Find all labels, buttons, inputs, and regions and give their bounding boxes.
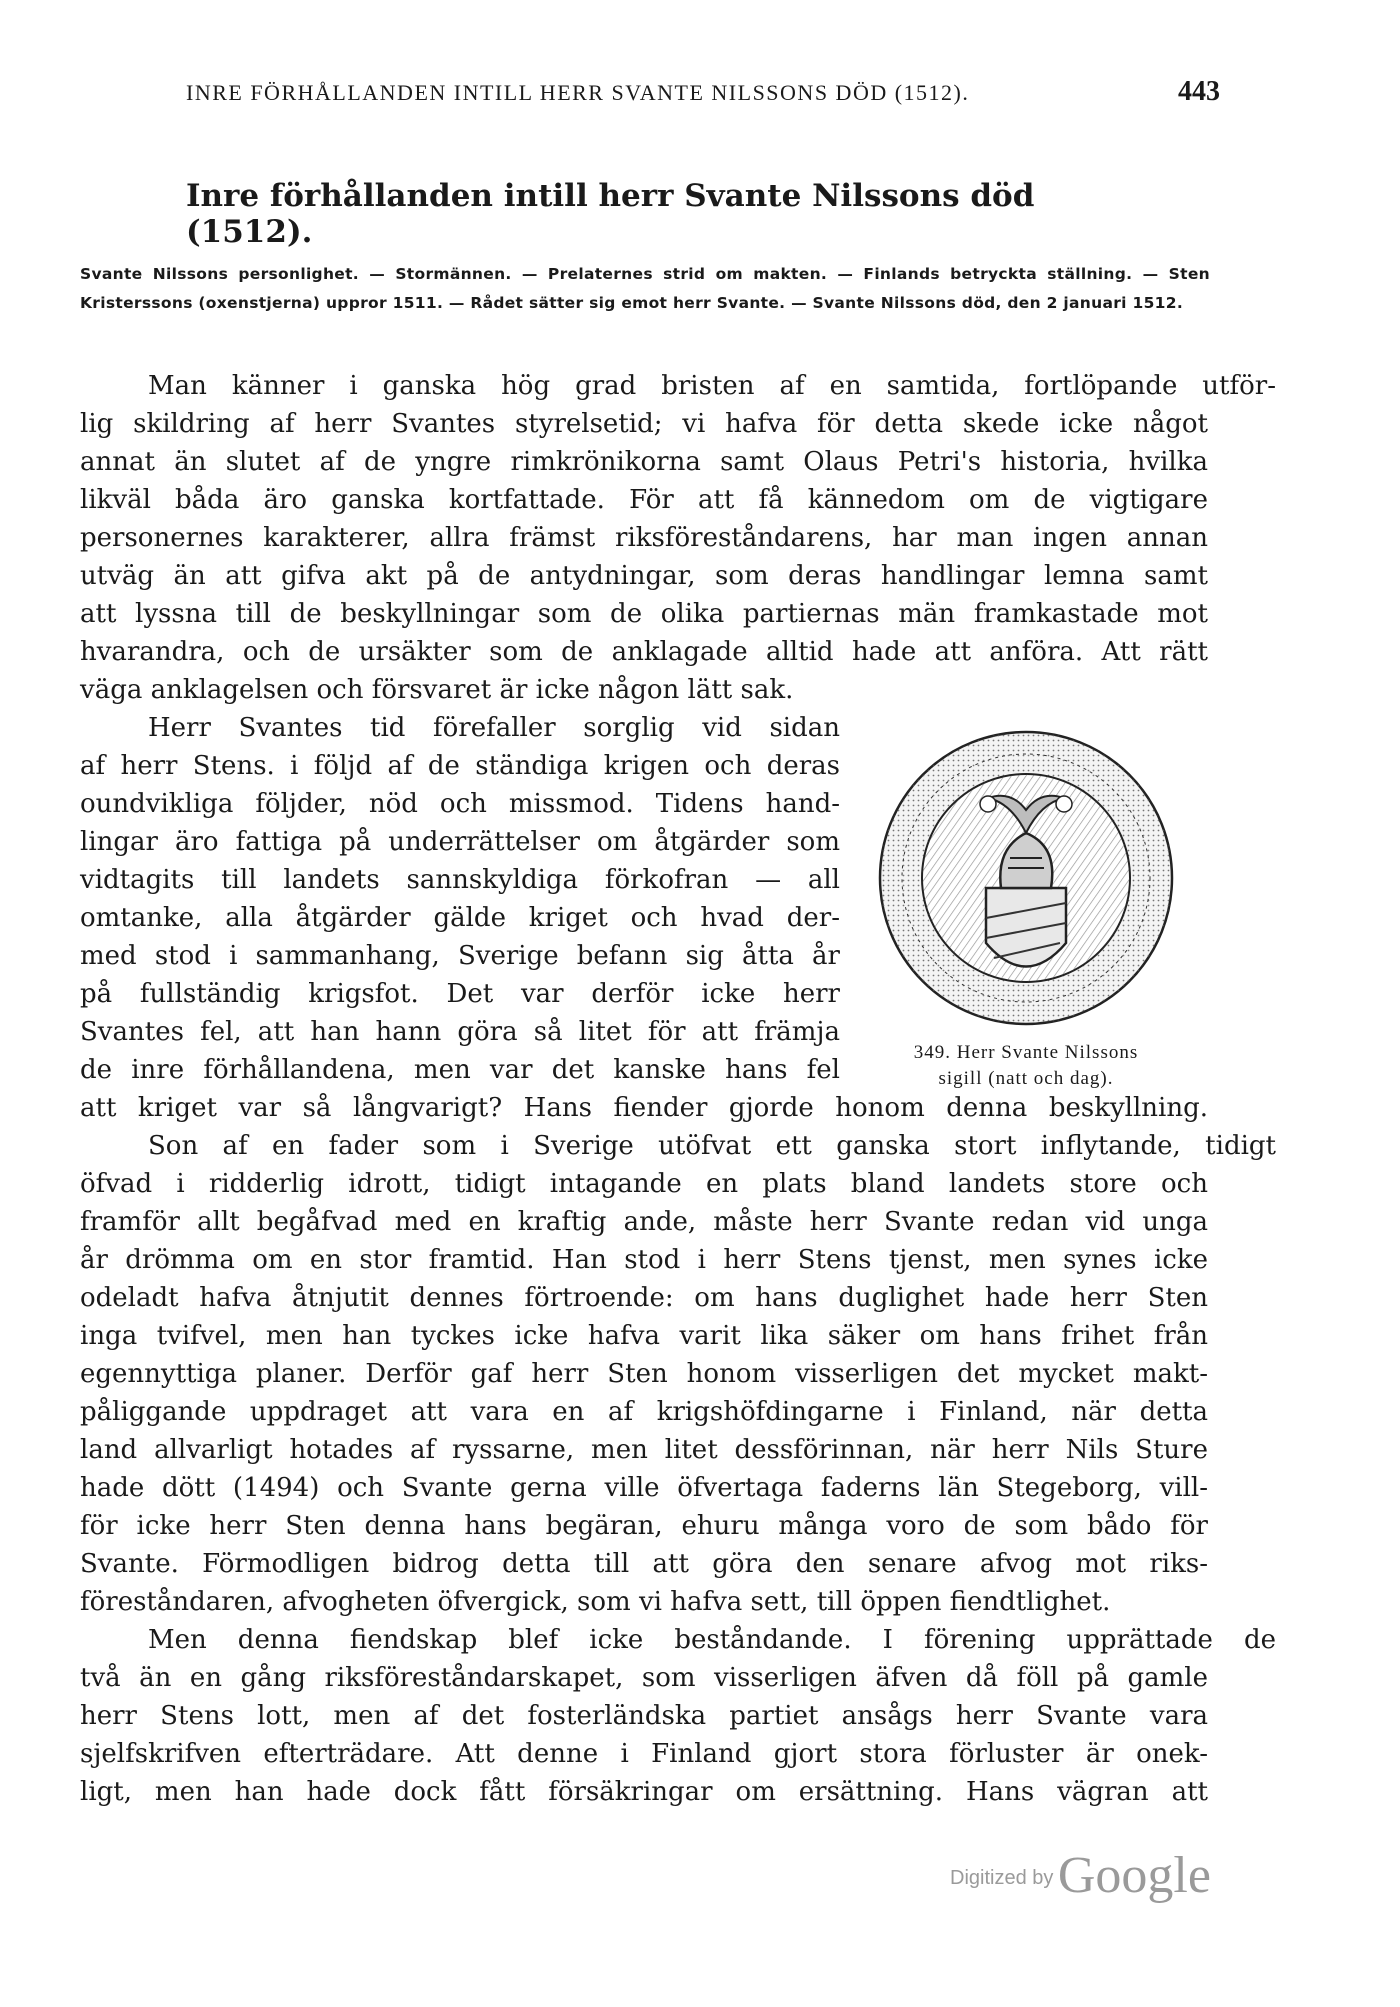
coat-of-arms-shield	[986, 888, 1066, 967]
body-line: Men denna fiendskap blef icke beståndande. I förening upprättade de	[148, 1625, 1276, 1655]
body-line: omtanke, alla åtgärder gälde kriget och hvad der-	[80, 903, 840, 933]
body-line: land allvarligt hotades af ryssarne, men litet dessförinnan, när herr Nils Sture	[80, 1435, 1208, 1465]
body-line: annat än slutet af de yngre rimkrönikorna samt Olaus Petri's historia, hvilka	[80, 447, 1208, 477]
body-line: Svantes fel, att han hann göra så litet för att främja	[80, 1017, 840, 1047]
body-line: odeladt hafva åtnjutit dennes förtroende: om hans duglighet hade herr Sten	[80, 1283, 1208, 1313]
running-title: INRE FÖRHÅLLANDEN INTILL HERR SVANTE NILSSONS DÖD (1512).	[186, 80, 970, 105]
body-line: att kriget var så långvarigt? Hans fiender gjorde honom denna beskyllning.	[80, 1093, 1208, 1123]
body-line: lig skildring af herr Svantes styrelsetid; vi hafva för detta skede icke något	[80, 409, 1208, 439]
body-line: hvarandra, och de ursäkter som de anklagade alltid hade att anföra. Att rätt	[80, 637, 1208, 667]
body-line: utväg än att gifva akt på de antydningar, som deras handlingar lemna samt	[80, 561, 1208, 591]
chapter-summary: Svante Nilssons personlighet. — Stormännen. — Prelaternes strid om makten. — Finlands betryckta ställning. — Sten Kristerssons (oxenstjerna) uppror 1511. — Rådet sätter sig emot herr Svante. — Svante Nilssons död, den 2 januari 1512.	[80, 265, 1210, 312]
body-line: lingar äro fattiga på underrättelser om åtgärder som	[80, 827, 840, 857]
body-line: sjelfskrifven efterträdare. Att denne i Finland gjort stora förluster är onek-	[80, 1739, 1208, 1769]
watermark-logo-text: Google	[1057, 1847, 1211, 1904]
body-line: Man känner i ganska hög grad bristen af en samtida, fortlöpande utför-	[148, 371, 1276, 401]
body-line: framför allt begåfvad med en kraftig ande, måste herr Svante redan vid unga	[80, 1207, 1208, 1237]
body-line: herr Stens lott, men af det fosterländska partiet ansågs herr Svante vara	[80, 1701, 1208, 1731]
body-line: påliggande uppdraget att vara en af krigshöfdingarne i Finland, när detta	[80, 1397, 1208, 1427]
running-head	[186, 76, 1220, 107]
body-line: oundvikliga följder, nöd och missmod. Tidens hand-	[80, 789, 840, 819]
body-line: på fullständig krigsfot. Det var derför icke herr	[80, 979, 840, 1009]
digitized-watermark	[950, 1846, 1211, 1905]
body-line: två än en gång riksföreståndarskapet, som visserligen äfven då föll på gamle	[80, 1663, 1208, 1693]
caption-line: 349. Herr Svante Nilssons	[913, 1042, 1139, 1063]
body-line: Herr Svantes tid förefaller sorglig vid sidan	[148, 713, 840, 743]
body-line: år drömma om en stor framtid. Han stod i herr Stens tjenst, men synes icke	[80, 1245, 1208, 1275]
body-line: föreståndaren, afvogheten öfvergick, som vi hafva sett, till öppen fiendtlighet.	[80, 1587, 1111, 1617]
body-line: Son af en fader som i Sverige utöfvat ett ganska stort inflytande, tidigt	[148, 1131, 1276, 1161]
page-number: 443	[1178, 76, 1220, 107]
figure-caption	[876, 1040, 1176, 1092]
body-line: af herr Stens. i följd af de ständiga krigen och deras	[80, 751, 840, 781]
body-line: ligt, men han hade dock fått försäkringar om ersättning. Hans vägran att	[80, 1777, 1208, 1807]
body-line: likväl båda äro ganska kortfattade. För att få kännedom om de vigtigare	[80, 485, 1208, 515]
body-line: inga tvifvel, men han tyckes icke hafva varit lika säker om hans frihet från	[80, 1321, 1208, 1351]
body-line: personernes karakterer, allra främst riksföreståndarens, har man ingen annan	[80, 523, 1208, 553]
body-line: vidtagits till landets sannskyldiga förkofran — all	[80, 865, 840, 895]
body-line: för icke herr Sten denna hans begäran, ehuru många voro de som bådo för	[80, 1511, 1208, 1541]
seal-illustration	[876, 728, 1176, 1028]
body-line: väga anklagelsen och försvaret är icke någon lätt sak.	[80, 675, 794, 705]
body-line: öfvad i ridderlig idrott, tidigt intagande en plats bland landets store och	[80, 1169, 1208, 1199]
body-line: egennyttiga planer. Derför gaf herr Sten honom visserligen det mycket makt-	[80, 1359, 1208, 1389]
body-line: Svante. Förmodligen bidrog detta till att göra den senare afvog mot riks-	[80, 1549, 1208, 1579]
watermark-small-text: Digitized by	[950, 1867, 1054, 1889]
body-line: hade dött (1494) och Svante gerna ville öfvertaga faderns län Stegeborg, vill-	[80, 1473, 1208, 1503]
body-line: med stod i sammanhang, Sverige befann sig åtta år	[80, 941, 840, 971]
caption-line: sigill (natt och dag).	[938, 1068, 1114, 1089]
chapter-title: Inre förhållanden intill herr Svante Nilssons död (1512).	[186, 178, 1035, 250]
body-line: de inre förhållandena, men var det kanske hans fel	[80, 1055, 840, 1085]
body-line: att lyssna till de beskyllningar som de olika partiernas män framkastade mot	[80, 599, 1208, 629]
